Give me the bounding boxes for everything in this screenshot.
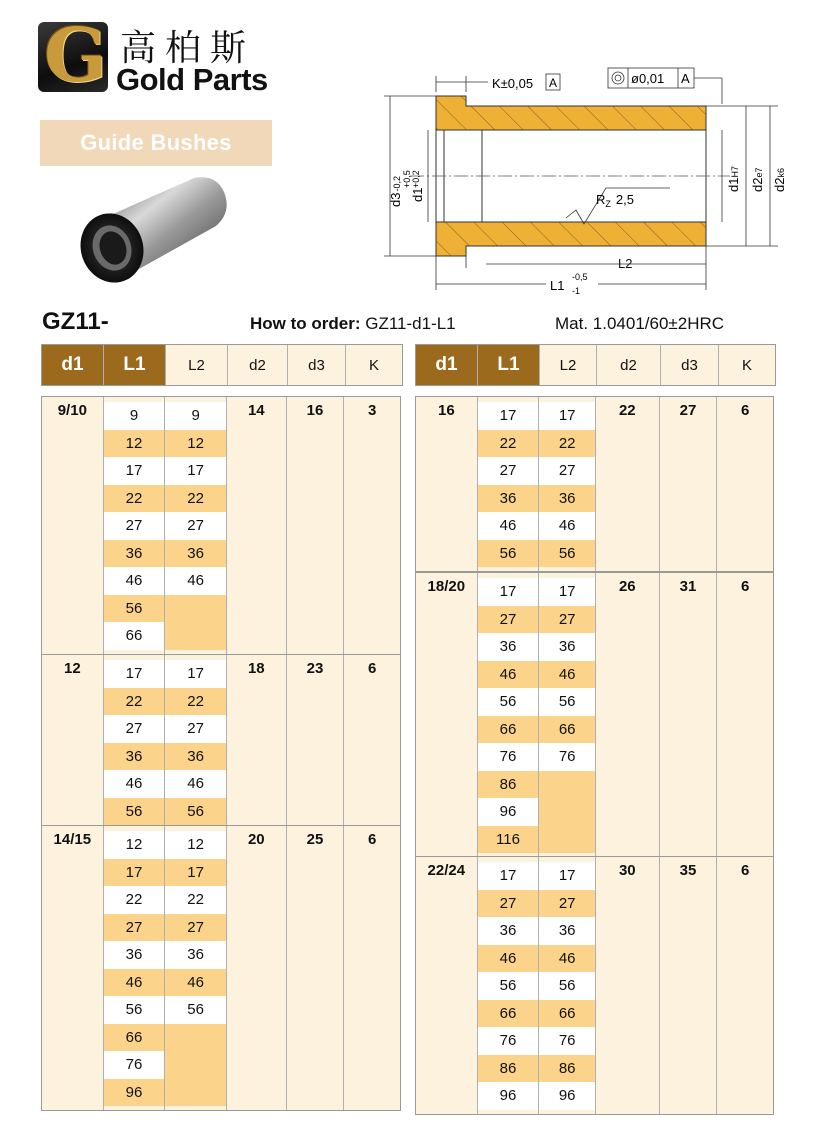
size-group — [415, 572, 774, 858]
svg-text:RZ2,5 — [596, 192, 634, 209]
dim-d2e7-tol: e7 — [754, 167, 764, 178]
k-value: 6 — [367, 831, 377, 848]
l1-cell: 17 — [104, 660, 165, 688]
d3-column — [287, 655, 345, 829]
l1-cell: 22 — [478, 430, 539, 458]
k-value: 6 — [367, 660, 377, 677]
dim-d1h7-label: d1 — [726, 177, 741, 192]
l1-cell: 56 — [104, 996, 165, 1024]
d3-value: 25 — [306, 831, 324, 848]
l1-cell: 66 — [104, 622, 165, 650]
tol-k: K±0,05 — [492, 76, 534, 91]
l1-cell: 12 — [104, 831, 165, 859]
l2-cell: 27 — [539, 606, 595, 634]
l1-cell: 17 — [478, 402, 539, 430]
l1-cell: 17 — [478, 862, 539, 890]
k-column — [717, 857, 773, 1114]
l1-cell: 36 — [478, 633, 539, 661]
l1-cell: 12 — [104, 430, 165, 458]
dim-d2k6-tol: k6 — [776, 168, 786, 178]
l1-cell: 76 — [478, 743, 539, 771]
l2-cell: 17 — [165, 457, 226, 485]
l2-cell: 46 — [539, 512, 595, 540]
l1-cell: 86 — [478, 1055, 539, 1083]
title-row — [42, 308, 777, 338]
d2-value: 18 — [247, 660, 265, 677]
order-label: How to order: — [250, 314, 361, 333]
l1-cell: 36 — [104, 941, 165, 969]
d1-column — [42, 397, 104, 654]
guide-bush-photo — [76, 170, 236, 290]
dim-l2: L2 — [618, 256, 633, 271]
l2-empty-fill — [165, 1024, 226, 1107]
l2-cell: 12 — [165, 831, 226, 859]
l1-column — [478, 857, 540, 1114]
l1-cell: 22 — [104, 886, 165, 914]
l2-cell: 17 — [165, 660, 226, 688]
dim-d2k6-label: d2 — [772, 177, 787, 192]
l2-cell: 96 — [539, 1082, 595, 1110]
l2-cell: 56 — [165, 798, 226, 826]
svg-text:d1 — [410, 188, 425, 202]
l1-cell: 36 — [104, 540, 165, 568]
d2-column — [227, 826, 287, 1110]
dim-d1-tol-upper: +0,5 — [402, 170, 412, 188]
l1-cell: 36 — [478, 917, 539, 945]
d3-value: 35 — [679, 862, 697, 879]
l2-cell: 22 — [165, 886, 226, 914]
table-header — [41, 344, 403, 386]
roughness-value: 2,5 — [615, 192, 634, 207]
d1-value: 22/24 — [427, 862, 466, 879]
l1-cell: 56 — [104, 595, 165, 623]
l1-column — [104, 655, 166, 829]
l1-cell: 46 — [478, 512, 539, 540]
product-code: GZ11- — [42, 308, 109, 335]
l1-cell: 66 — [478, 1000, 539, 1028]
size-group — [415, 856, 774, 1115]
l2-column — [165, 826, 227, 1110]
d2-value: 20 — [247, 831, 265, 848]
l2-column — [165, 655, 227, 829]
l2-column — [539, 397, 596, 571]
size-group — [41, 654, 401, 830]
l1-cell: 46 — [104, 770, 165, 798]
l2-cell: 46 — [165, 969, 226, 997]
k-value: 3 — [367, 402, 377, 419]
l2-column — [539, 857, 596, 1114]
d2-value: 14 — [247, 402, 265, 419]
l2-cell: 66 — [539, 716, 595, 744]
header-d2: d2 — [228, 345, 288, 385]
datum-box-a: A — [549, 76, 558, 90]
d2-column — [596, 397, 660, 571]
l2-cell: 27 — [165, 914, 226, 942]
d3-value: 31 — [679, 578, 697, 595]
d2-value: 26 — [618, 578, 636, 595]
l2-cell: 17 — [539, 862, 595, 890]
l1-cell: 27 — [104, 512, 165, 540]
logo-letter: G — [44, 22, 108, 92]
d2-value: 22 — [618, 402, 636, 419]
l2-cell: 36 — [539, 633, 595, 661]
d1-value: 16 — [437, 402, 455, 419]
l1-cell: 66 — [104, 1024, 165, 1052]
l1-cell: 96 — [478, 798, 539, 826]
l2-cell: 17 — [539, 578, 595, 606]
l2-cell: 27 — [539, 457, 595, 485]
d3-column — [660, 397, 718, 571]
header-d3: d3 — [661, 345, 719, 385]
d1-value: 14/15 — [53, 831, 92, 848]
l1-cell: 17 — [104, 859, 165, 887]
d1-column — [416, 397, 478, 571]
concentricity-icon — [612, 72, 624, 84]
d1-column — [42, 826, 104, 1110]
dim-l1-tol-lower: -1 — [572, 286, 581, 296]
d3-column — [660, 857, 718, 1114]
d1-value: 9/10 — [57, 402, 87, 419]
l2-cell: 56 — [539, 540, 595, 568]
l1-cell: 86 — [478, 771, 539, 799]
header-k: K — [741, 356, 752, 374]
d2-column — [596, 573, 660, 857]
l2-cell: 56 — [539, 688, 595, 716]
l2-cell: 46 — [539, 661, 595, 689]
l1-cell: 76 — [478, 1027, 539, 1055]
dimension-table-right — [415, 344, 776, 1104]
header-d1: d1 — [416, 345, 478, 385]
l1-column — [478, 397, 540, 571]
l2-cell: 36 — [165, 743, 226, 771]
l1-cell: 46 — [104, 969, 165, 997]
order-value: GZ11-d1-L1 — [365, 314, 456, 333]
l2-cell: 27 — [539, 890, 595, 918]
k-column — [717, 573, 773, 857]
concentricity-value: ø0,01 — [631, 71, 665, 86]
l1-cell: 76 — [104, 1051, 165, 1079]
size-group — [415, 396, 774, 572]
l2-cell: 56 — [539, 972, 595, 1000]
k-column — [344, 826, 400, 1110]
header-l1: L1 — [478, 345, 540, 385]
l1-column — [478, 573, 540, 857]
l2-cell: 22 — [165, 485, 226, 513]
l1-cell: 96 — [104, 1079, 165, 1107]
l2-cell: 36 — [539, 485, 595, 513]
header-k: K — [368, 356, 379, 374]
l2-cell: 36 — [539, 917, 595, 945]
d2-column — [227, 397, 287, 654]
header-d1: d1 — [42, 345, 104, 385]
d3-column — [660, 573, 718, 857]
category-banner — [40, 120, 272, 166]
dim-d1-tol-lower: +0,2 — [411, 170, 421, 188]
l1-cell: 56 — [478, 972, 539, 1000]
banner-label: Guide Bushes — [80, 130, 232, 155]
d3-value: 23 — [306, 660, 324, 677]
d1-column — [42, 655, 104, 829]
l2-cell: 9 — [165, 402, 226, 430]
d2-column — [596, 857, 660, 1114]
l2-cell: 66 — [539, 1000, 595, 1028]
k-value: 6 — [740, 862, 750, 879]
k-column — [344, 655, 400, 829]
l2-cell: 27 — [165, 715, 226, 743]
l1-cell: 66 — [478, 716, 539, 744]
size-group — [41, 825, 401, 1111]
dim-d3-tol: -0,2 — [392, 176, 402, 192]
l2-cell: 76 — [539, 743, 595, 771]
l1-cell: 116 — [478, 826, 539, 854]
dim-d2e7-label: d2 — [750, 177, 765, 192]
d1-value: 12 — [63, 660, 81, 677]
logo-chinese-name: 高柏斯 — [120, 28, 256, 69]
l2-cell: 46 — [539, 945, 595, 973]
l2-cell: 17 — [165, 859, 226, 887]
d3-column — [287, 397, 345, 654]
dim-l1: L1 — [550, 278, 565, 293]
l2-cell: 86 — [539, 1055, 595, 1083]
svg-text:d2k6 — [772, 168, 787, 192]
roughness-r: R — [596, 192, 606, 207]
l1-cell: 96 — [478, 1082, 539, 1110]
dim-d3-label: d3 — [388, 192, 403, 207]
l2-cell: 56 — [165, 996, 226, 1024]
order-info — [250, 314, 456, 334]
header-l2: L2 — [166, 345, 228, 385]
size-group — [41, 396, 401, 655]
l1-column — [104, 397, 166, 654]
l1-cell: 27 — [478, 890, 539, 918]
dim-d1h7-tol: H7 — [730, 166, 740, 178]
l2-cell: 46 — [165, 567, 226, 595]
header-d3: d3 — [288, 345, 346, 385]
l2-cell: 36 — [165, 941, 226, 969]
company-logo — [38, 22, 288, 102]
l2-cell: 36 — [165, 540, 226, 568]
k-value: 6 — [740, 402, 750, 419]
l1-cell: 27 — [104, 914, 165, 942]
l1-cell: 46 — [104, 567, 165, 595]
l2-empty-fill — [165, 595, 226, 650]
l1-cell: 56 — [104, 798, 165, 826]
l2-column — [165, 397, 227, 654]
header-d2: d2 — [597, 345, 661, 385]
svg-text:d2e7 — [750, 168, 765, 192]
d3-value: 16 — [306, 402, 324, 419]
l1-cell: 9 — [104, 402, 165, 430]
logo-mark — [38, 22, 108, 92]
l1-cell: 56 — [478, 540, 539, 568]
l1-cell: 27 — [478, 457, 539, 485]
l1-column — [104, 826, 166, 1110]
l2-cell: 27 — [165, 512, 226, 540]
l1-cell: 27 — [478, 606, 539, 634]
l1-cell: 46 — [478, 661, 539, 689]
header-l2: L2 — [540, 345, 597, 385]
d2-column — [227, 655, 287, 829]
technical-drawing — [370, 62, 790, 302]
l1-cell: 17 — [478, 578, 539, 606]
l2-cell: 46 — [165, 770, 226, 798]
concentricity-datum: A — [681, 71, 690, 86]
roughness-z: Z — [605, 199, 611, 209]
l2-cell: 12 — [165, 430, 226, 458]
k-value: 6 — [740, 578, 750, 595]
header-l1: L1 — [104, 345, 166, 385]
svg-text:d1H7 — [726, 166, 741, 192]
l1-cell: 27 — [104, 715, 165, 743]
dim-l1-tol-upper: -0,5 — [572, 272, 588, 282]
d1-value: 18/20 — [427, 578, 466, 595]
l2-cell: 22 — [539, 430, 595, 458]
dimension-table-left — [41, 344, 403, 1101]
k-column — [717, 397, 773, 571]
d2-value: 30 — [618, 862, 636, 879]
d3-column — [287, 826, 345, 1110]
l1-cell: 36 — [104, 743, 165, 771]
l1-cell: 22 — [104, 485, 165, 513]
l2-cell: 76 — [539, 1027, 595, 1055]
l1-cell: 22 — [104, 688, 165, 716]
k-column — [344, 397, 400, 654]
l1-cell: 46 — [478, 945, 539, 973]
l2-cell: 17 — [539, 402, 595, 430]
l1-cell: 56 — [478, 688, 539, 716]
dim-d1-label: d1 — [410, 187, 425, 202]
d1-column — [416, 857, 478, 1114]
logo-english-name: Gold Parts — [116, 62, 268, 97]
d3-value: 27 — [679, 402, 697, 419]
l1-cell: 36 — [478, 485, 539, 513]
l2-cell: 22 — [165, 688, 226, 716]
d1-column — [416, 573, 478, 857]
material-spec: Mat. 1.0401/60±2HRC — [555, 314, 725, 333]
l1-cell: 17 — [104, 457, 165, 485]
l2-column — [539, 573, 596, 857]
table-header — [415, 344, 776, 386]
l2-empty-fill — [539, 771, 595, 854]
